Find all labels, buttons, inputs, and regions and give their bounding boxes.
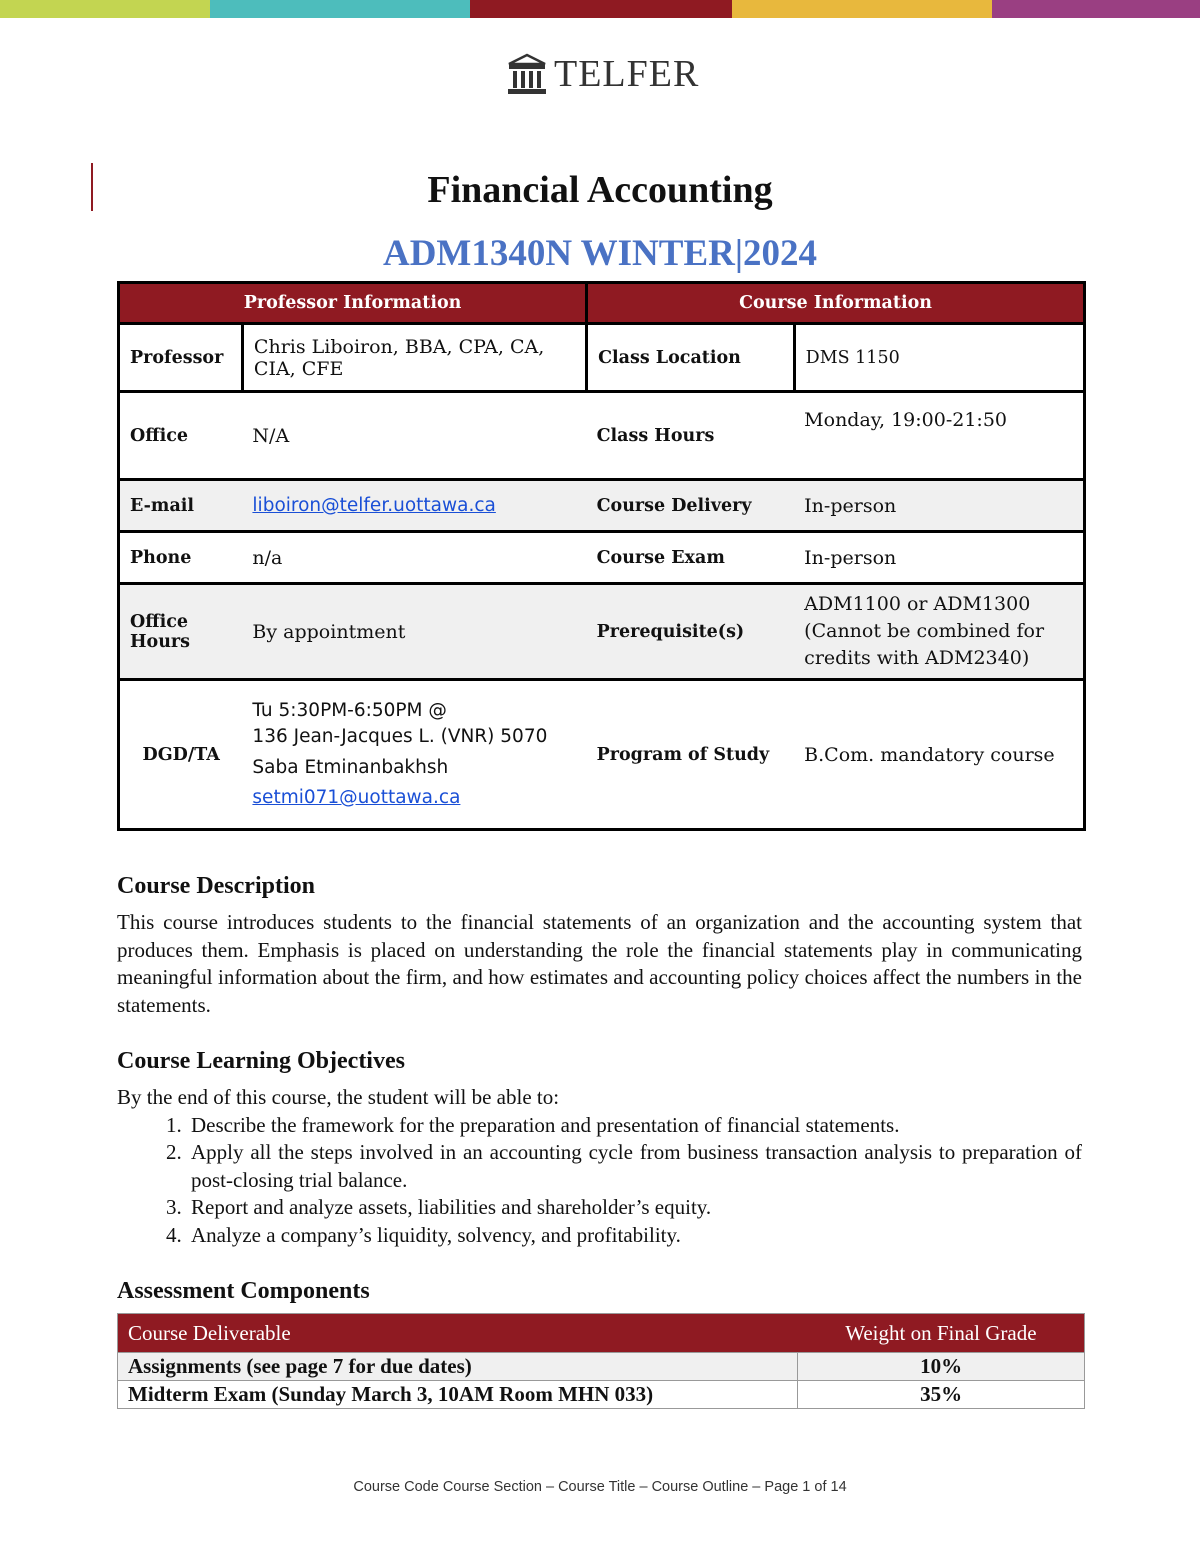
info-row xyxy=(119,584,1085,680)
objective-item: 3. Report and analyze assets, liabilities and shareholder’s equity. xyxy=(187,1194,1082,1222)
info-label: Program of Study xyxy=(587,680,795,830)
page-footer: Course Code Course Section – Course Title – Course Outline – Page 1 of 14 xyxy=(353,1479,847,1495)
info-header-row xyxy=(119,283,1085,324)
info-label: Course Exam xyxy=(587,532,795,584)
info-row xyxy=(119,480,1085,532)
info-label: Phone xyxy=(119,532,243,584)
weight-cell: 35% xyxy=(798,1381,1085,1409)
info-label: Professor xyxy=(119,324,243,392)
info-label: Prerequisite(s) xyxy=(587,584,795,680)
info-label: Office Hours xyxy=(119,584,243,680)
info-label: Class Location xyxy=(587,324,795,392)
info-value: n/a xyxy=(242,532,586,584)
deliverable-cell: Assignments (see page 7 for due dates) xyxy=(118,1353,798,1381)
assessment-table xyxy=(117,1313,1085,1409)
table-row xyxy=(118,1381,1085,1409)
weight-header: Weight on Final Grade xyxy=(798,1314,1085,1353)
deliverable-header: Course Deliverable xyxy=(118,1314,798,1353)
info-label: Class Hours xyxy=(587,392,795,480)
info-label: E-mail xyxy=(119,480,243,532)
deliverable-cell: Midterm Exam (Sunday March 3, 10AM Room MHN 033) xyxy=(118,1381,798,1409)
color-bar-segment xyxy=(732,0,992,18)
ta-name: Saba Etminanbakhsh xyxy=(252,757,449,778)
info-value: By appointment xyxy=(242,584,586,680)
description-text: This course introduces students to the financial statements of an organization and the accounting system that produces them. Emphasis is placed on understanding the role the financial statements play in communicating meaningful information about the firm, and how estimates and accounting policy choices affect the numbers in the statements. xyxy=(117,910,1082,1017)
info-value: B.Com. mandatory course xyxy=(794,680,1084,830)
building-icon xyxy=(506,52,548,96)
info-label: Course Delivery xyxy=(587,480,795,532)
objective-item: 2. Apply all the steps involved in an accounting cycle from business transaction analysis to preparation of post-closing trial balance. xyxy=(187,1139,1082,1194)
objectives-block xyxy=(117,1084,1082,1249)
objective-item: 1. Describe the framework for the preparation and presentation of financial statements. xyxy=(187,1112,1082,1140)
color-bar xyxy=(0,0,1200,18)
info-value: DMS 1150 xyxy=(794,324,1084,392)
info-value: In-person xyxy=(794,532,1084,584)
telfer-logo xyxy=(506,52,699,96)
info-value xyxy=(242,480,586,532)
info-row xyxy=(119,324,1085,392)
info-value: Chris Liboiron, BBA, CPA, CA, CIA, CFE xyxy=(242,324,586,392)
info-value: Monday, 19:00-21:50 xyxy=(794,392,1084,480)
color-bar-segment xyxy=(992,0,1200,18)
info-value xyxy=(242,680,586,830)
email-link[interactable]: liboiron@telfer.uottawa.ca xyxy=(252,495,496,516)
info-label: DGD/TA xyxy=(119,680,243,830)
ta-email-link[interactable]: setmi071@uottawa.ca xyxy=(252,787,461,808)
info-value: In-person xyxy=(794,480,1084,532)
info-row xyxy=(119,532,1085,584)
dgd-location: 136 Jean-Jacques L. (VNR) 5070 xyxy=(252,726,548,747)
info-row xyxy=(119,392,1085,480)
objective-item: 4. Analyze a company’s liquidity, solvency, and profitability. xyxy=(187,1222,1082,1250)
dgd-time: Tu 5:30PM-6:50PM @ xyxy=(252,700,447,721)
info-value: ADM1100 or ADM1300 (Cannot be combined for credits with ADM2340) xyxy=(794,584,1084,680)
logo-text: TELFER xyxy=(554,53,700,95)
professor-info-header: Professor Information xyxy=(119,283,587,324)
info-table xyxy=(117,281,1086,831)
course-info-header: Course Information xyxy=(587,283,1085,324)
page-title: Financial Accounting xyxy=(427,169,773,211)
info-row xyxy=(119,680,1085,830)
objectives-intro: By the end of this course, the student will be able to: xyxy=(117,1085,560,1109)
course-code: ADM1340N WINTER|2024 xyxy=(382,233,817,274)
assessment-heading: Assessment Components xyxy=(117,1278,370,1304)
info-value: N/A xyxy=(242,392,586,480)
weight-cell: 10% xyxy=(798,1353,1085,1381)
objectives-list xyxy=(117,1112,1082,1250)
color-bar-segment xyxy=(0,0,210,18)
description-heading: Course Description xyxy=(117,873,315,899)
color-bar-segment xyxy=(470,0,732,18)
assessment-header-row xyxy=(118,1314,1085,1353)
color-bar-segment xyxy=(210,0,470,18)
info-label: Office xyxy=(119,392,243,480)
table-row xyxy=(118,1353,1085,1381)
objectives-heading: Course Learning Objectives xyxy=(117,1048,405,1074)
